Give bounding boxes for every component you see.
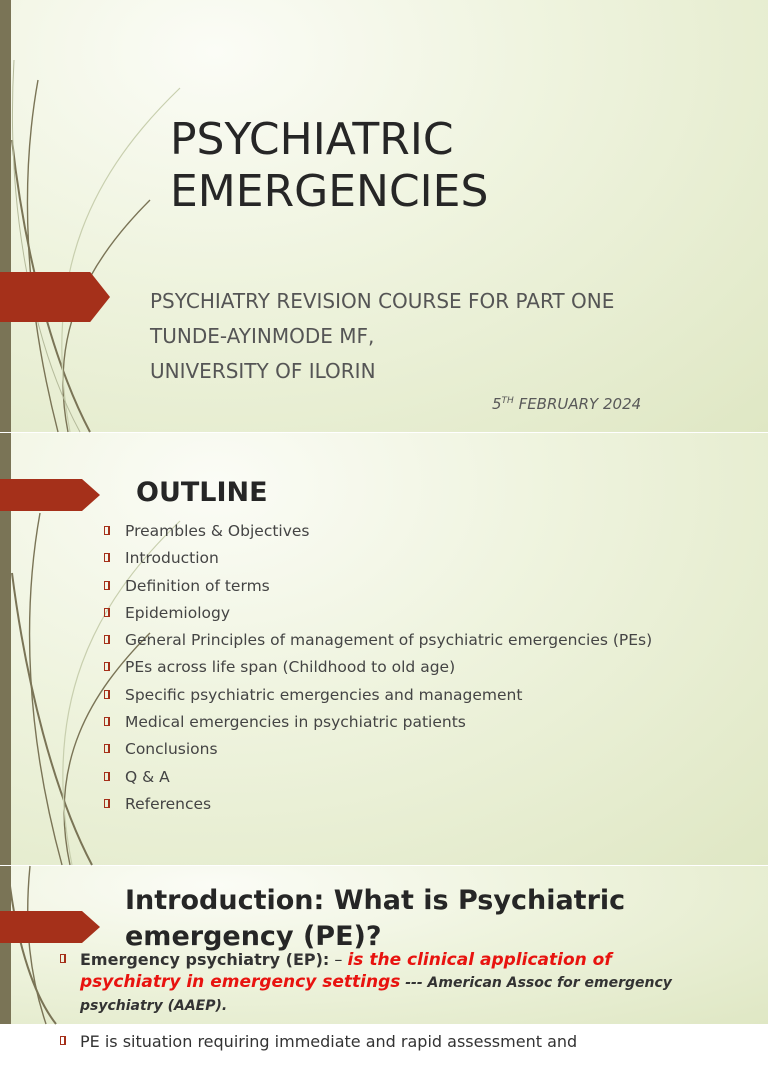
outline-item-text: Epidemiology (125, 603, 231, 622)
list-item (104, 602, 652, 629)
definition-source: --- American Assoc for emergency psychiatry (AAEP). (80, 975, 672, 1014)
accent-arrow (0, 272, 110, 322)
outline-heading: OUTLINE (136, 477, 268, 508)
outline-item-text: Specific psychiatric emergencies and management (125, 685, 523, 704)
slide-title (0, 0, 768, 432)
list-item (104, 575, 652, 602)
bullet-icon (104, 553, 110, 562)
bullet-icon (104, 744, 110, 753)
list-item (60, 1031, 710, 1052)
outline-item-text: Introduction (125, 549, 219, 568)
bullet-icon (104, 662, 110, 671)
list-item (104, 793, 652, 820)
introduction-body (60, 949, 710, 1066)
bullet-icon (104, 690, 110, 699)
outline-item-text: Medical emergencies in psychiatric patients (125, 713, 466, 732)
bullet-icon (104, 799, 110, 808)
bullet-icon (60, 954, 66, 963)
presentation-date (492, 395, 641, 413)
list-item (104, 547, 652, 574)
outline-item-text: Q & A (125, 767, 170, 786)
left-accent-bar (0, 866, 11, 1024)
slide-subtitle (150, 284, 750, 389)
list-item (104, 520, 652, 547)
term-label: Emergency psychiatry (EP): (80, 950, 330, 969)
outline-list (104, 520, 652, 820)
term-dash: – (329, 950, 348, 969)
outline-item-text: Preambles & Objectives (125, 522, 310, 540)
outline-item-text: PEs across life span (Childhood to old age) (125, 658, 456, 677)
list-item (104, 684, 652, 711)
outline-item-text: Conclusions (125, 740, 218, 759)
outline-item-text: General Principles of management of psychiatric emergencies (PEs) (125, 631, 653, 650)
bullet-icon (104, 608, 110, 617)
accent-arrow (0, 911, 100, 943)
intro-paragraph (80, 949, 710, 1017)
introduction-heading: Introduction: What is Psychiatric emergency (PE)? (125, 885, 626, 952)
intro-paragraph: PE is situation requiring immediate and rapid assessment and (80, 1032, 578, 1051)
date-suffix: TH (501, 396, 514, 406)
slide-title-heading (170, 114, 730, 218)
bullet-icon (104, 526, 110, 535)
slide-introduction (0, 866, 768, 1051)
list-item (104, 766, 652, 793)
bullet-icon (104, 772, 110, 781)
left-accent-bar (0, 0, 11, 432)
list-item (104, 629, 652, 656)
outline-item-text: References (125, 794, 212, 813)
list-item (104, 738, 652, 765)
definition-text: is the clinical application of psychiatry in emergency settings (80, 950, 612, 992)
bullet-icon (104, 635, 110, 644)
title-line-1: PSYCHIATRIC (170, 114, 454, 165)
accent-arrow (0, 479, 100, 511)
list-item (60, 949, 710, 1017)
slide-outline (0, 433, 768, 865)
list-item (104, 711, 652, 738)
bullet-icon (104, 717, 110, 726)
date-month-year: FEBRUARY 2024 (513, 395, 642, 413)
outline-item-text: Definition of terms (125, 576, 270, 595)
subtitle-author: TUNDE-AYINMODE MF, (150, 324, 375, 348)
date-day: 5 (492, 395, 502, 413)
subtitle-course: PSYCHIATRY REVISION COURSE FOR PART ONE (150, 289, 615, 313)
title-line-2: EMERGENCIES (170, 166, 489, 217)
bullet-icon (60, 1036, 66, 1045)
list-item (104, 656, 652, 683)
subtitle-institution: UNIVERSITY OF ILORIN (150, 359, 376, 383)
bullet-icon (104, 581, 110, 590)
